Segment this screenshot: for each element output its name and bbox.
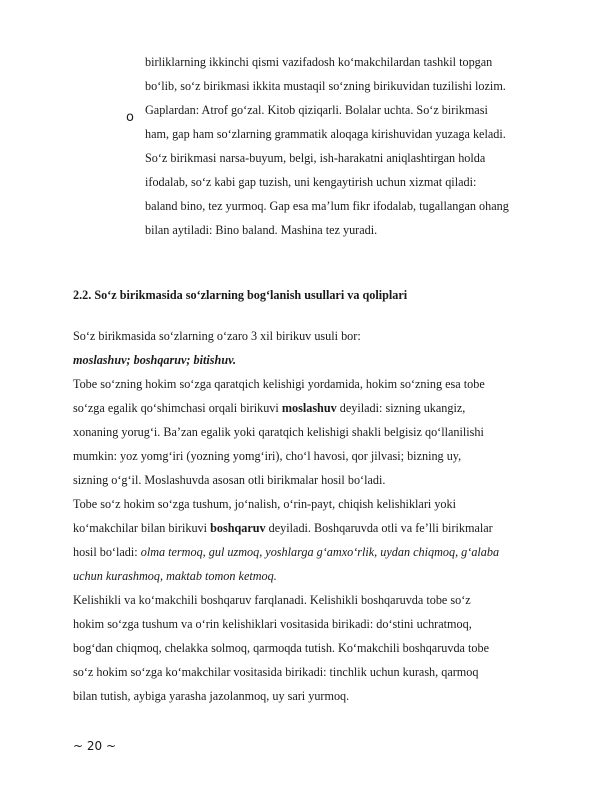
text-run: deyiladi. Boshqaruvda otli va fe’lli birikmalar: [265, 521, 493, 535]
text-line: sizning oʻgʻil. Moslashuvda asosan otli birikmalar hosil boʻladi.: [73, 473, 386, 487]
text-line: uchun kurashmoq, maktab tomon ketmoq.: [73, 569, 277, 583]
text-line: Gaplardan: Atrof goʻzal. Kitob qiziqarli. Bolalar uchta. Soʻz birikmasi: [145, 103, 488, 117]
text-line: [73, 545, 499, 560]
page-number: ~ 20 ~: [73, 739, 117, 753]
text-line: Tobe soʻz hokim soʻzga tushum, joʻnalish, oʻrin-payt, chiqish kelishiklari yoki: [73, 497, 456, 511]
text-line: hokim soʻzga tushum va oʻrin kelishiklari vositasida birikadi: doʻstini uchratmoq,: [73, 617, 472, 631]
text-line: mumkin: yoz yomgʻiri (yozning yomgʻiri), choʻl havosi, qor jilvasi; bizning uy,: [73, 449, 462, 463]
bullet-marker: o: [126, 110, 134, 125]
text-line: boʻlib, soʻz birikmasi ikkita mustaqil soʻzning birikuvidan tuzilishi lozim.: [145, 79, 506, 93]
section-heading: 2.2. Soʻz birikmasida soʻzlarning bogʻlanish usullari va qoliplari: [73, 288, 408, 302]
text-line: bilan aytiladi: Bino baland. Mashina tez yuradi.: [145, 223, 378, 237]
text-line: soʻz hokim soʻzga koʻmakchilar vositasida birikadi: tinchlik uchun kurash, qarmoq: [73, 665, 479, 679]
text-run: koʻmakchilar bilan birikuvi: [73, 521, 211, 535]
text-line: bogʻdan chiqmoq, chelakka solmoq, qarmoqda tutish. Koʻmakchili boshqaruvda tobe: [73, 641, 489, 655]
text-run: soʻzga egalik qoʻshimchasi orqali birikuvi: [73, 401, 282, 415]
text-line: Tobe soʻzning hokim soʻzga qaratqich kelishigi yordamida, hokim soʻzning esa tobe: [73, 377, 485, 391]
text-line: [73, 521, 493, 536]
example-run: olma termoq, gul uzmoq, yoshlarga gʻamxoʻrlik, uydan chiqmoq, gʻalaba: [140, 545, 500, 559]
text-run: hosil boʻladi:: [73, 545, 141, 559]
text-line: bilan tutish, aybiga yarasha jazolanmoq, uy sari yurmoq.: [73, 689, 350, 703]
text-line: birliklarning ikkinchi qismi vazifadosh koʻmakchilardan tashkil topgan: [145, 55, 493, 69]
text-line: baland bino, tez yurmoq. Gap esa ma’lum fikr ifodalab, tugallangan ohang: [145, 199, 509, 213]
text-line: ham, gap ham soʻzlarning grammatik aloqaga kirishuvidan yuzaga keladi.: [145, 127, 506, 141]
term-boshqaruv: boshqaruv: [210, 521, 266, 535]
text-line: [73, 401, 465, 416]
methods-line: moslashuv; boshqaruv; bitishuv.: [73, 353, 237, 367]
intro-line: Soʻz birikmasida soʻzlarning oʻzaro 3 xil birikuv usuli bor:: [73, 329, 361, 343]
term-moslashuv: moslashuv: [281, 401, 337, 415]
text-line: Kelishikli va koʻmakchili boshqaruv farqlanadi. Kelishikli boshqaruvda tobe soʻz: [73, 593, 471, 607]
text-run: deyiladi: sizning ukangiz,: [336, 401, 466, 415]
text-line: xonaning yorugʻi. Ba’zan egalik yoki qaratqich kelishigi shakli belgisiz qoʻllanilishi: [73, 425, 484, 439]
text-line: Soʻz birikmasi narsa-buyum, belgi, ish-harakatni aniqlashtirgan holda: [145, 151, 486, 165]
text-line: ifodalab, soʻz kabi gap tuzish, uni kengaytirish uchun xizmat qiladi:: [145, 175, 477, 189]
